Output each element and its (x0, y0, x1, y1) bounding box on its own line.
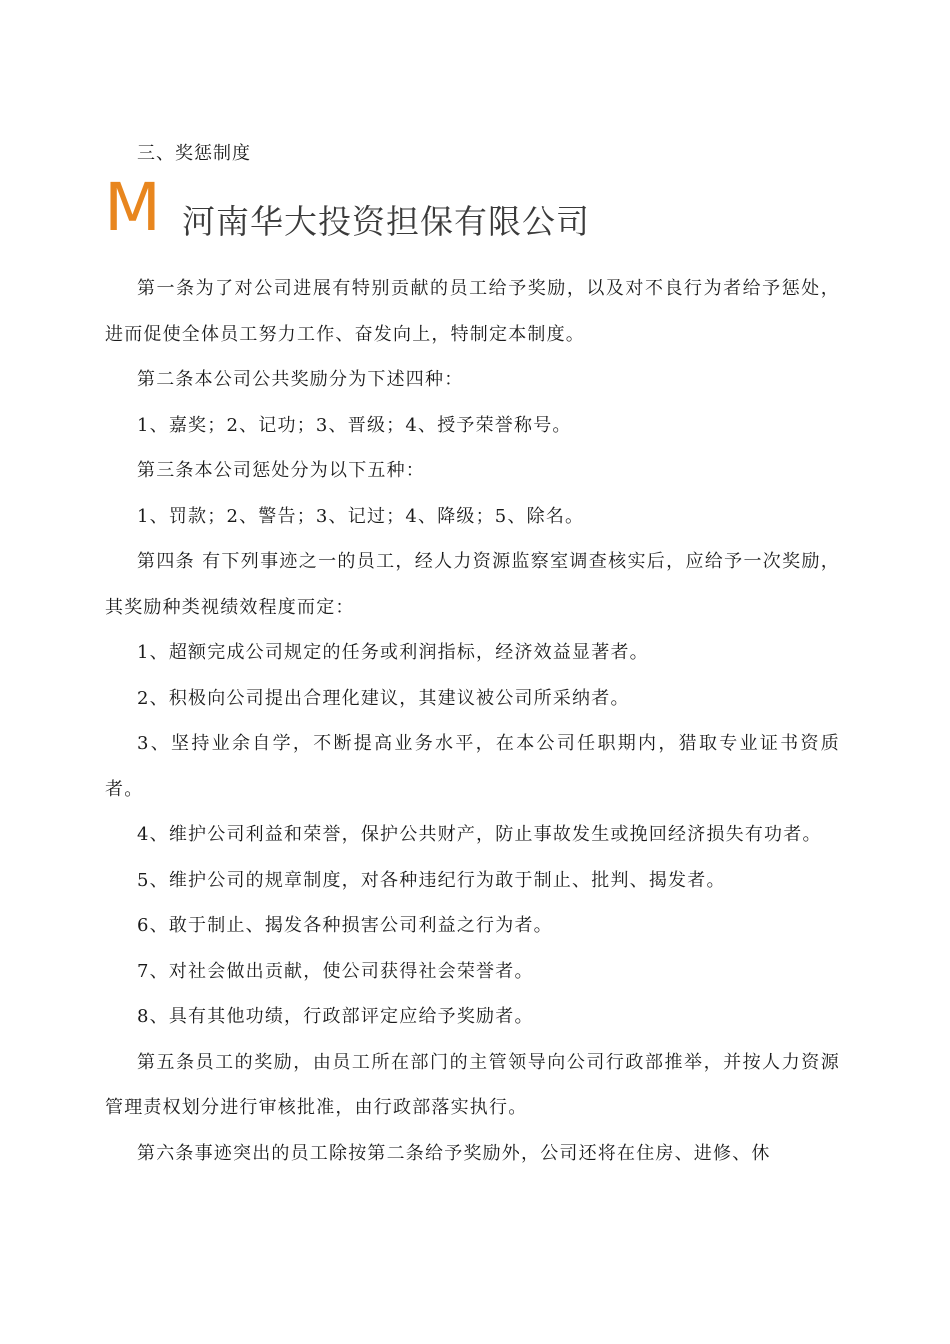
paragraph-article-6: 第六条事迹突出的员工除按第二条给予奖励外，公司还将在住房、进修、休 (137, 1142, 771, 1164)
list-item: 8、具有其他功绩，行政部评定应给予奖励者。 (137, 1006, 534, 1027)
paragraph-reward-types: 1、嘉奖；2、记功；3、晋级；4、授予荣誉称号。 (137, 414, 572, 436)
paragraph-article-4: 第四条 有下列事迹之一的员工，经人力资源监察室调查核实后，应给予一次奖励，其奖励种类视绩效程度而定： (105, 551, 840, 618)
document-body (105, 266, 840, 1176)
company-name: 河南华大投资担保有限公司 (182, 202, 590, 241)
list-item: 4、维护公司利益和荣誉，保护公共财产，防止事故发生或挽回经济损失有功者。 (137, 824, 822, 845)
section-heading: 三、奖惩制度 (137, 143, 251, 164)
paragraph-article-5: 第五条员工的奖励，由员工所在部门的主管领导向公司行政部推举，并按人力资源管理责权划分进行审核批准，由行政部落实执行。 (105, 1051, 840, 1118)
paragraph-article-1: 第一条为了对公司进展有特别贡献的员工给予奖励，以及对不良行为者给予惩处，进而促使全体员工努力工作、奋发向上，特制定本制度。 (105, 278, 840, 345)
list-item: 3、坚持业余自学，不断提高业务水平，在本公司任职期内，猎取专业证书资质者。 (105, 733, 840, 800)
company-logo: M (104, 169, 161, 246)
paragraph-article-3: 第三条本公司惩处分为以下五种： (137, 460, 425, 481)
paragraph-article-2: 第二条本公司公共奖励分为下述四种： (137, 369, 464, 390)
list-item: 5、维护公司的规章制度，对各种违纪行为敢于制止、批判、揭发者。 (137, 869, 726, 891)
list-item: 1、超额完成公司规定的任务或利润指标，经济效益显著者。 (137, 642, 649, 663)
paragraph-penalty-types: 1、罚款；2、警告；3、记过；4、降级；5、除名。 (137, 505, 585, 527)
company-header (104, 169, 864, 248)
list-item: 7、对社会做出贡献，使公司获得社会荣誉者。 (137, 960, 534, 982)
list-item: 2、积极向公司提出合理化建议，其建议被公司所采纳者。 (137, 687, 630, 709)
list-item: 6、敢于制止、揭发各种损害公司利益之行为者。 (137, 915, 553, 936)
